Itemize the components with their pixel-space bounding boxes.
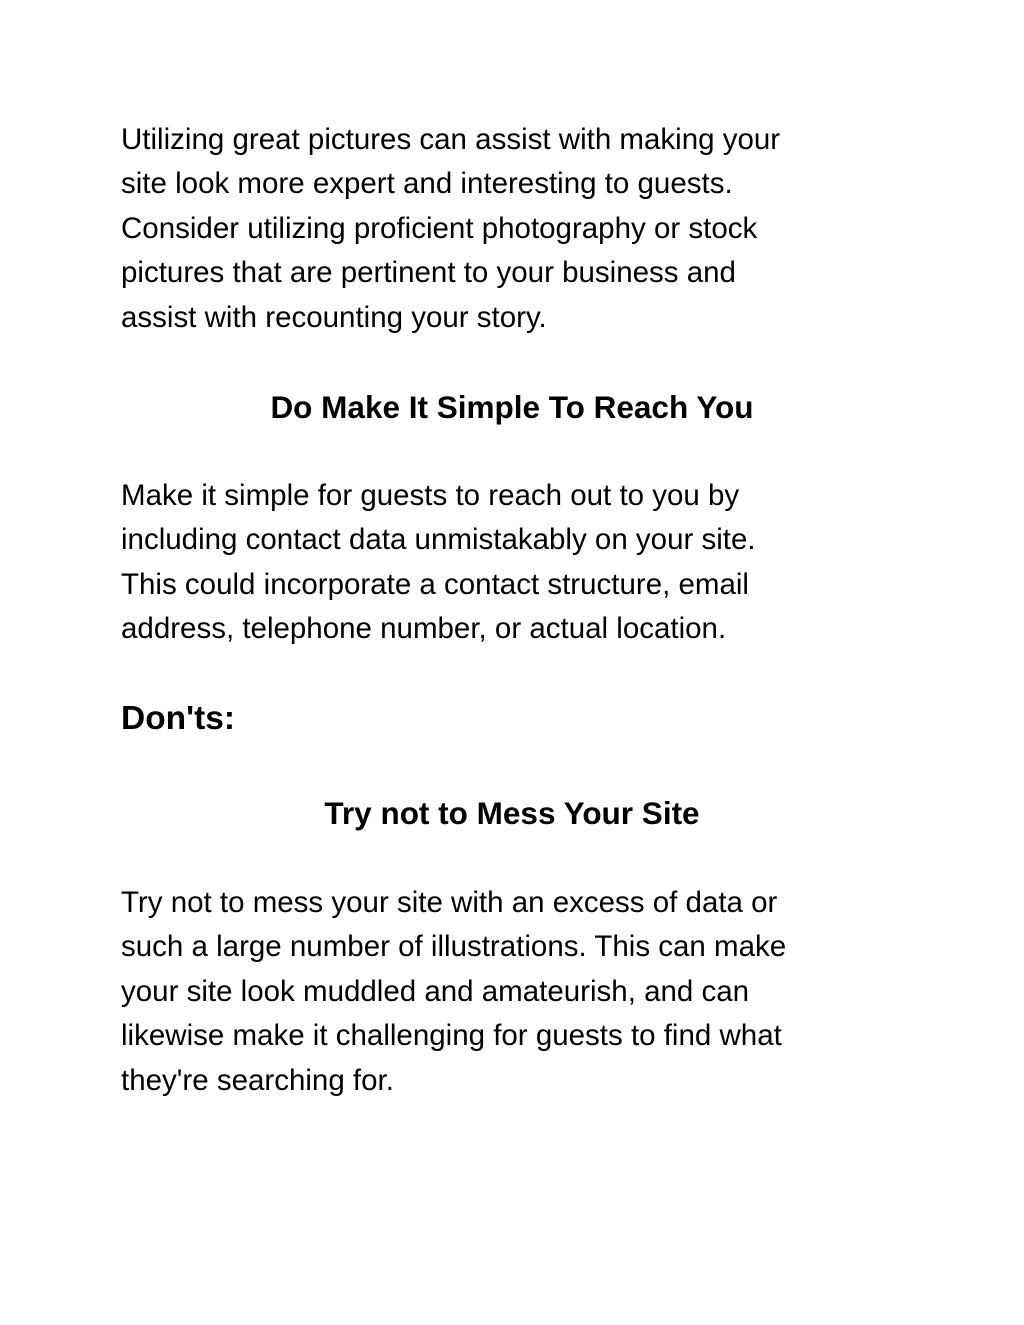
text-line: likewise make it challenging for guests to find what [121, 1019, 782, 1053]
heading-reach-you: Do Make It Simple To Reach You [270, 389, 754, 425]
text-line: Try not to mess your site with an excess of data or [121, 886, 778, 919]
text-line: such a large number of illustrations. This can make [121, 930, 787, 964]
text-line: including contact data unmistakably on your site. [121, 523, 756, 557]
text-line: This could incorporate a contact structure, email [121, 567, 749, 601]
paragraph-clutter [121, 881, 901, 1103]
paragraph-contact [121, 474, 901, 652]
text-line: address, telephone number, or actual location. [121, 612, 727, 646]
heading-donts: Don'ts: [121, 700, 236, 737]
text-line: they're searching for. [121, 1063, 394, 1097]
text-line: site look more expert and interesting to guests. [121, 167, 733, 201]
text-line: assist with recounting your story. [121, 300, 547, 334]
text-line: Consider utilizing proficient photography or stock [121, 211, 758, 245]
text-line: your site look muddled and amateurish, and can [121, 974, 750, 1008]
text-line: Utilizing great pictures can assist with making your [121, 123, 781, 156]
heading-mess-site: Try not to Mess Your Site [324, 795, 700, 831]
paragraph-pictures [121, 118, 901, 340]
text-line: pictures that are pertinent to your business and [121, 256, 736, 290]
text-line: Make it simple for guests to reach out to you by [121, 479, 740, 512]
